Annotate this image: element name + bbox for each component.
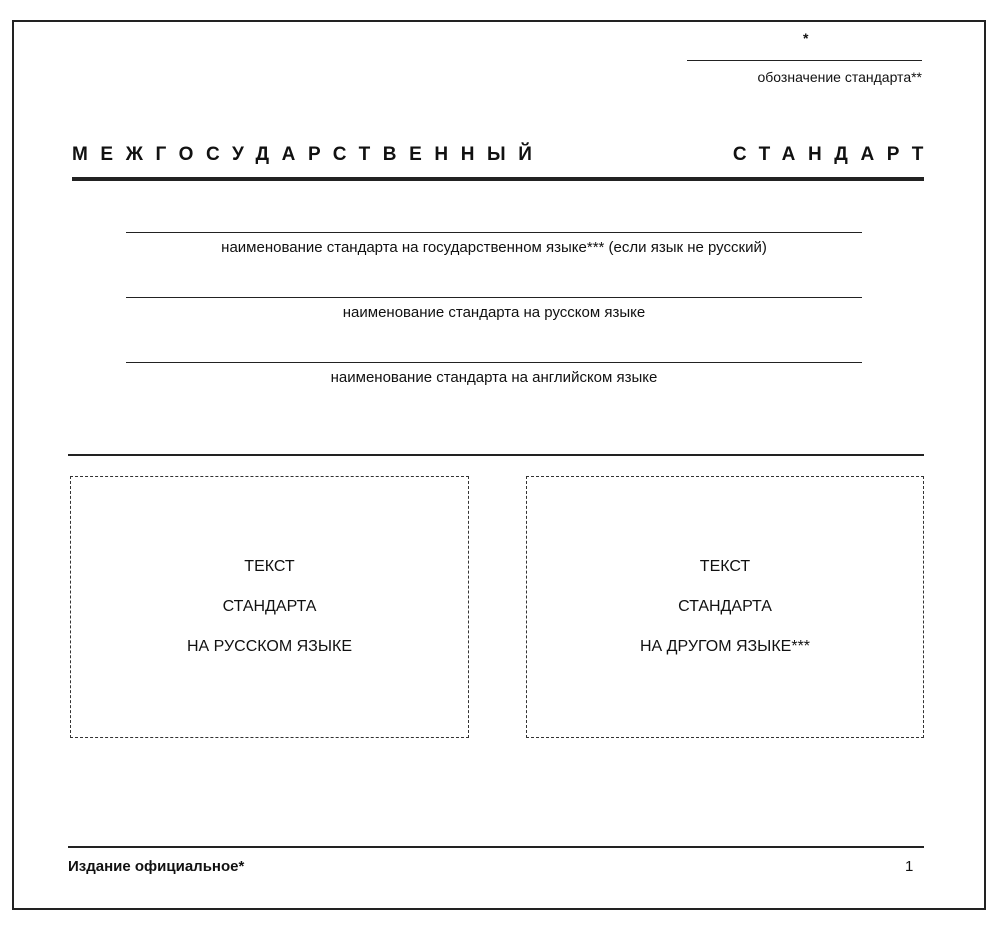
name-line-russian [126,297,862,298]
box-right-line-2: СТАНДАРТА [678,598,772,615]
name-line-state [126,232,862,233]
designation-label: обозначение стандарта** [757,69,922,85]
page-title [72,144,936,166]
text-box-other [526,476,924,738]
title-word-1: МЕЖГОСУДАРСТВЕННЫЙ [72,144,545,165]
box-right-line-3: НА ДРУГОМ ЯЗЫКЕ*** [639,638,811,655]
name-label-russian: наименование стандарта на русском языке [342,304,646,321]
footnote-mark: * [803,30,809,46]
name-label-state: наименование стандарта на государственном языке*** (если язык не русский) [221,239,767,256]
text-box-russian [70,476,469,738]
name-line-english [126,362,862,363]
page-number: 1 [905,858,914,875]
edition-label: Издание официальное* [68,858,245,875]
box-left-line-2: СТАНДАРТА [222,598,317,615]
header-rule [72,177,924,181]
designation-line [687,60,922,61]
box-left-line-3: НА РУССКОМ ЯЗЫКЕ [187,638,352,655]
box-right-line-1: ТЕКСТ [699,558,751,575]
box-left-line-1: ТЕКСТ [244,558,295,575]
title-word-2: СТАНДАРТ [732,144,936,165]
footer-rule [68,846,924,848]
name-label-english: наименование стандарта на английском языке [330,369,658,386]
section-rule [68,454,924,456]
